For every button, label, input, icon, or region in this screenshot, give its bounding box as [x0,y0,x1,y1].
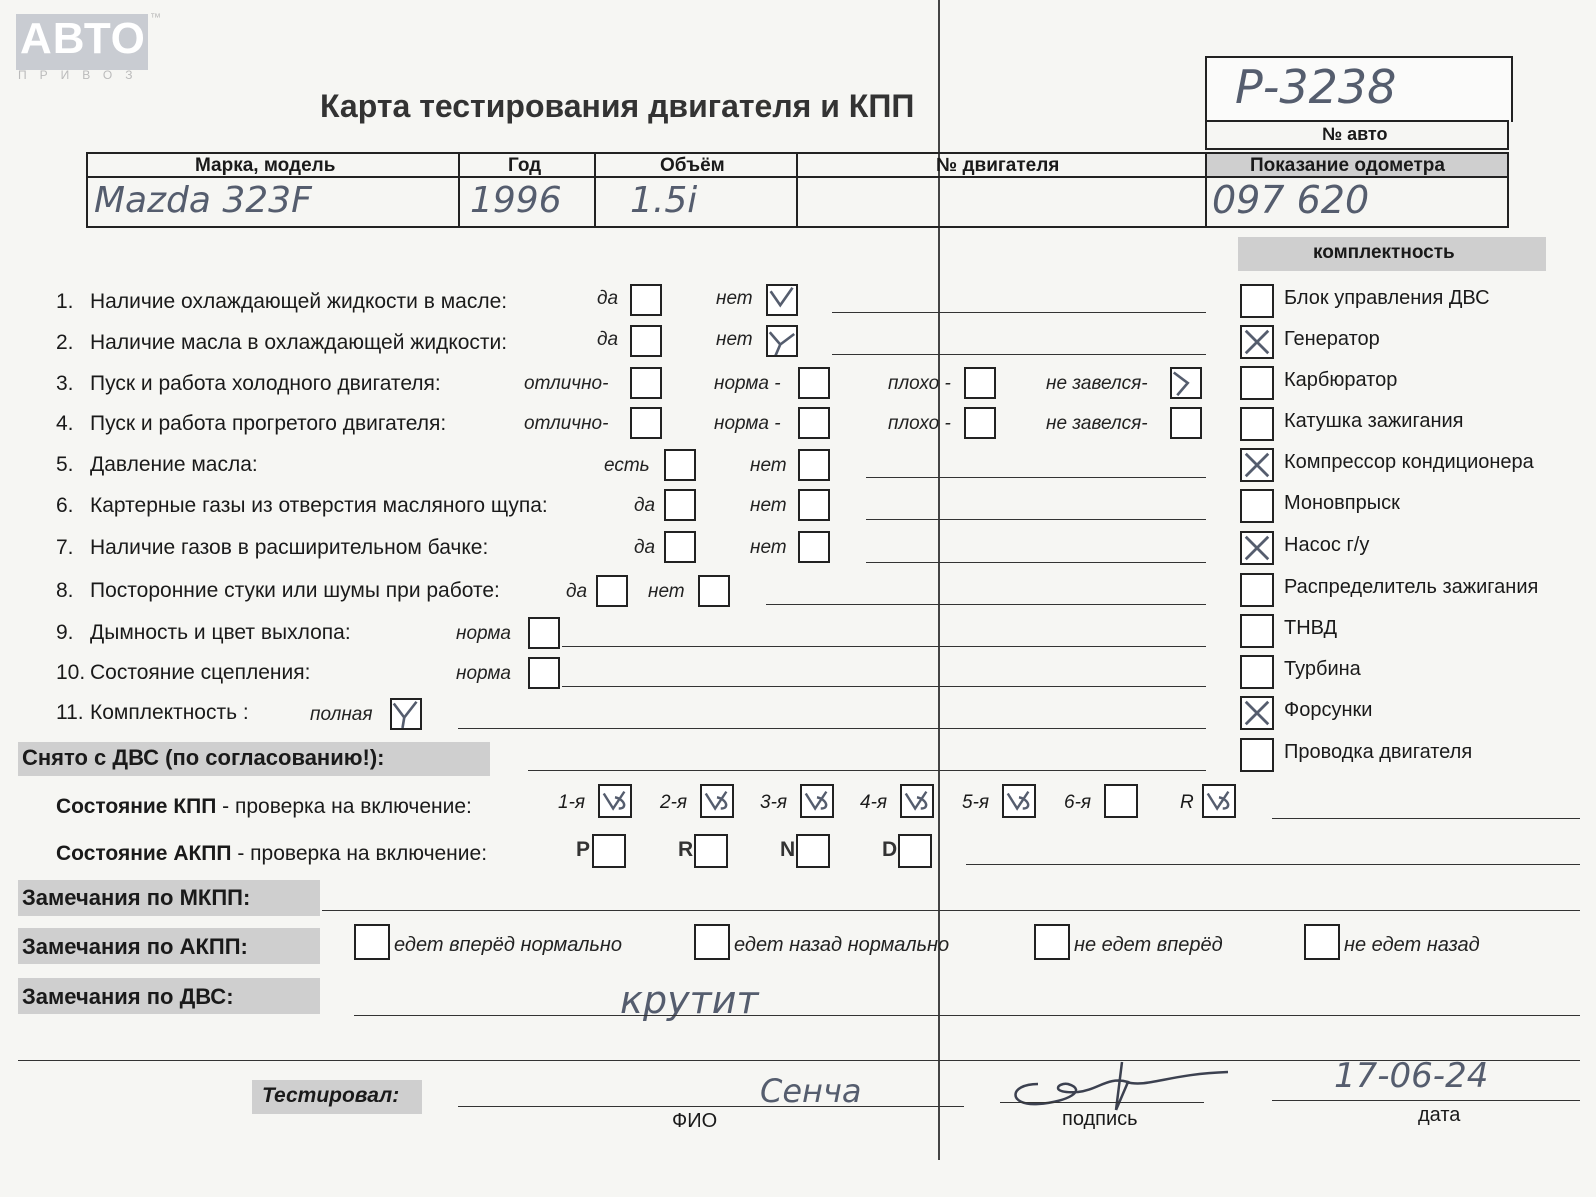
completeness-checkbox[interactable] [1240,366,1274,400]
akpp-mode-checkbox[interactable] [592,834,626,868]
q9-note-line [562,646,1206,647]
q10-note-line [562,686,1206,687]
q1-yes-label: да [597,288,619,309]
handwritten-cross-icon [1242,450,1272,480]
logo-tm: ™ [150,12,161,24]
handwritten-check-icon [1172,369,1200,397]
remarks-mkpp-line [322,910,1580,911]
question-number: 11. [56,701,84,724]
col-divider [594,152,596,228]
completeness-item-label: Турбина [1284,658,1361,680]
akpp-mode-label: R [678,838,694,861]
question-number: 3. [56,372,74,395]
completeness-title: комплектность [1313,242,1455,263]
q3-normal-label: норма - [714,373,781,394]
q4-normal-label: норма - [714,413,781,434]
logo-text: АВТО [20,14,146,63]
completeness-item-label: Компрессор кондиционера [1284,451,1534,473]
akpp-label-rest: - проверка на включение: [231,842,488,865]
q7-no-checkbox[interactable] [798,531,830,563]
removed-line [528,770,1206,771]
q4-normal-checkbox[interactable] [798,407,830,439]
sign-label: подпись [1062,1108,1138,1130]
kpp-gear-label: 5-я [962,792,990,813]
kpp-gear-label: 4-я [860,792,888,813]
q4-excellent-checkbox[interactable] [630,407,662,439]
q2-yes-label: да [597,329,619,350]
page-title: Карта тестирования двигателя и КПП [320,88,915,124]
q6-note-line [866,519,1206,520]
q9-norm-checkbox[interactable] [528,617,560,649]
col-divider [796,152,798,228]
handwritten-check-icon [1004,786,1034,816]
completeness-checkbox[interactable] [1240,531,1274,565]
q1-no-checkbox[interactable] [766,284,798,316]
completeness-checkbox[interactable] [1240,489,1274,523]
kpp-gear-checkbox[interactable] [1002,784,1036,818]
question-text: Наличие газов в расширительном бачке: [90,536,489,559]
car-number-label: № авто [1322,124,1388,144]
akpp-remark-label: едет вперёд нормально [394,934,623,956]
question-text: Посторонние стуки или шумы при работе: [90,579,500,602]
q10-norm-label: норма [456,663,511,684]
q7-yes-checkbox[interactable] [664,531,696,563]
q6-no-checkbox[interactable] [798,489,830,521]
completeness-item-label: ТНВД [1284,617,1338,639]
q1-no-label: нет [716,288,753,309]
q8-no-checkbox[interactable] [698,575,730,607]
question-text: Наличие охлаждающей жидкости в масле: [90,290,508,313]
q10-norm-checkbox[interactable] [528,657,560,689]
make-label: Марка, модель [195,155,336,176]
q3-bad-checkbox[interactable] [964,367,996,399]
question-number: 1. [56,290,74,313]
volume-label: Объём [660,155,725,176]
fio-line [458,1106,964,1107]
handwritten-check-icon [902,786,932,816]
remarks-dvs-label: Замечания по ДВС: [22,984,234,1009]
completeness-item-label: Генератор [1284,328,1380,350]
q2-no-checkbox[interactable] [766,325,798,357]
handwritten-check-icon [802,786,832,816]
logo-subtext: ПРИВОЗ [18,68,146,82]
date-value: 17-06-24 [1334,1056,1489,1096]
q5-no-label: нет [750,455,787,476]
completeness-item-label: Карбюратор [1284,369,1398,391]
question-text: Давление масла: [90,453,258,476]
completeness-checkbox[interactable] [1240,284,1274,318]
q6-yes-checkbox[interactable] [664,489,696,521]
q4-bad-label: плохо - [888,413,951,434]
kpp-gear-label: 3-я [760,792,788,813]
fio-value: Сенча [760,1072,862,1110]
q4-bad-checkbox[interactable] [964,407,996,439]
date-line [1272,1100,1580,1101]
q11-note-line [458,728,1206,729]
kpp-gear-checkbox[interactable] [598,784,632,818]
question-number: 10. [56,661,86,684]
akpp-remark-checkbox[interactable] [694,924,730,960]
handwritten-cross-icon [1242,698,1272,728]
question-number: 7. [56,536,74,559]
completeness-item-label: Распределитель зажигания [1284,576,1539,598]
kpp-gear-checkbox[interactable] [800,784,834,818]
engine-number-label: № двигателя [936,155,1060,176]
akpp-mode-checkbox[interactable] [694,834,728,868]
q5-no-checkbox[interactable] [798,449,830,481]
akpp-note-line [966,864,1580,865]
akpp-remark-label: не едет назад [1344,934,1480,956]
akpp-remark-label: не едет вперёд [1074,934,1223,956]
akpp-remark-checkbox[interactable] [1034,924,1070,960]
completeness-item-label: Блок управления ДВС [1284,287,1490,309]
handwritten-check-icon [600,786,630,816]
question-number: 5. [56,453,74,476]
remarks-dvs-line [354,1015,1580,1016]
question-text: Дымность и цвет выхлопа: [90,621,351,644]
q2-yes-checkbox[interactable] [630,325,662,357]
completeness-item-label: Катушка зажигания [1284,410,1464,432]
akpp-label-bold: Состояние АКПП [56,842,232,865]
q3-excellent-label: отлично- [524,373,609,394]
question-text: Пуск и работа холодного двигателя: [90,372,441,395]
question-text: Состояние сцепления: [90,661,311,684]
col-divider [458,152,460,228]
q6-yes-label: да [634,495,656,516]
question-text: Комплектность : [90,701,249,724]
removed-label: Снято с ДВС (по согласованию!): [22,745,385,770]
q11-full-checkbox[interactable] [390,698,422,730]
kpp-label-bold: Состояние КПП [56,795,217,818]
q2-no-label: нет [716,329,753,350]
completeness-item-label: Проводка двигателя [1284,741,1473,763]
question-text: Пуск и работа прогретого двигателя: [90,412,447,435]
kpp-gear-label: 6-я [1064,792,1092,813]
question-number: 6. [56,494,74,517]
completeness-checkbox[interactable] [1240,655,1274,689]
completeness-checkbox[interactable] [1240,448,1274,482]
q2-note-line [832,354,1206,355]
kpp-gear-checkbox[interactable] [1202,784,1236,818]
q5-present-label: есть [604,455,650,476]
q4-excellent-label: отлично- [524,413,609,434]
completeness-checkbox[interactable] [1240,614,1274,648]
akpp-remark-checkbox[interactable] [1304,924,1340,960]
akpp-label [56,842,487,866]
question-number: 8. [56,579,74,602]
handwritten-check-icon [768,327,796,355]
kpp-gear-checkbox[interactable] [900,784,934,818]
kpp-note-line [1272,818,1580,819]
q5-note-line [866,477,1206,478]
handwritten-cross-icon [1242,533,1272,563]
q3-excellent-checkbox[interactable] [630,367,662,399]
remarks-akpp-label: Замечания по АКПП: [22,934,248,959]
q8-note-line [766,604,1206,605]
q3-normal-checkbox[interactable] [798,367,830,399]
signature-icon [998,1054,1238,1114]
year-label: Год [508,155,542,176]
completeness-item-label: Насос г/у [1284,534,1370,556]
date-label: дата [1418,1104,1461,1126]
akpp-mode-label: P [576,838,591,861]
tested-label: Тестировал: [262,1084,400,1107]
kpp-gear-label: 2-я [660,792,688,813]
sign-line [1000,1102,1204,1103]
handwritten-check-icon [702,786,732,816]
q1-yes-checkbox[interactable] [630,284,662,316]
q9-norm-label: норма [456,623,511,644]
make-value: Mazda 323F [94,180,312,221]
q7-no-label: нет [750,537,787,558]
handwritten-check-icon [768,286,796,314]
question-number: 2. [56,331,74,354]
kpp-gear-checkbox[interactable] [700,784,734,818]
volume-value: 1.5i [630,180,698,221]
q5-present-checkbox[interactable] [664,449,696,481]
handwritten-check-icon [1204,786,1234,816]
q8-yes-checkbox[interactable] [596,575,628,607]
completeness-checkbox[interactable] [1240,407,1274,441]
q4-not-started-checkbox[interactable] [1170,407,1202,439]
q6-no-label: нет [750,495,787,516]
q3-bad-label: плохо - [888,373,951,394]
akpp-remark-checkbox[interactable] [354,924,390,960]
completeness-item-label: Форсунки [1284,699,1373,721]
question-text: Картерные газы из отверстия масляного щупа: [90,494,548,517]
kpp-label [56,795,472,819]
q7-yes-label: да [634,537,656,558]
q4-not-started-label: не завелся- [1046,413,1148,434]
kpp-gear-label: 1-я [558,792,586,813]
kpp-label-rest: - проверка на включение: [216,795,472,818]
odometer-value: 097 620 [1212,178,1370,222]
handwritten-check-icon [392,700,420,728]
question-number: 9. [56,621,74,644]
completeness-checkbox[interactable] [1240,573,1274,607]
q11-full-label: полная [310,704,373,725]
odometer-label: Показание одометра [1250,155,1445,176]
akpp-mode-checkbox[interactable] [898,834,932,868]
question-text: Наличие масла в охлаждающей жидкости: [90,331,508,354]
fio-label: ФИО [672,1110,718,1132]
kpp-gear-label: R [1180,792,1194,813]
q3-not-started-label: не завелся- [1046,373,1148,394]
akpp-mode-label: N [780,838,796,861]
remarks-mkpp-label: Замечания по МКПП: [22,885,251,910]
akpp-mode-checkbox[interactable] [796,834,830,868]
q8-no-label: нет [648,581,685,602]
q3-not-started-checkbox[interactable] [1170,367,1202,399]
q8-yes-label: да [566,581,588,602]
completeness-item-label: Моновпрыск [1284,492,1400,514]
remarks-dvs-value: крутит [620,978,759,1022]
q1-note-line [832,312,1206,313]
question-number: 4. [56,412,74,435]
completeness-checkbox[interactable] [1240,325,1274,359]
kpp-gear-checkbox[interactable] [1104,784,1138,818]
car-number-value: Р-3238 [1235,60,1397,114]
handwritten-cross-icon [1242,327,1272,357]
completeness-checkbox[interactable] [1240,738,1274,772]
year-value: 1996 [470,180,562,221]
akpp-remark-label: едет назад нормально [734,934,950,956]
q7-note-line [866,562,1206,563]
akpp-mode-label: D [882,838,898,861]
completeness-checkbox[interactable] [1240,696,1274,730]
